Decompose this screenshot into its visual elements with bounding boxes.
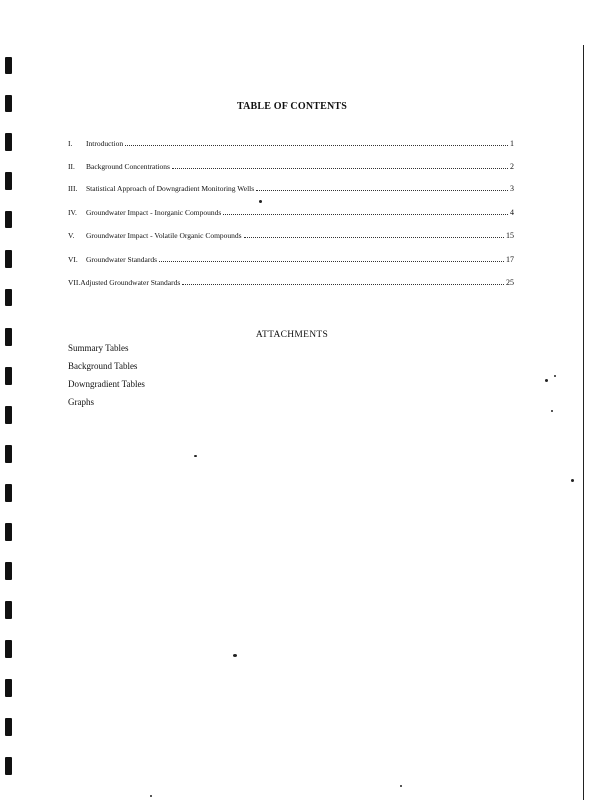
binder-mark [5, 562, 12, 580]
leader-dots [244, 236, 504, 238]
toc-label: Groundwater Standards [86, 255, 158, 264]
toc-entry[interactable] [68, 162, 514, 171]
scan-speck [150, 795, 152, 797]
toc-page: 15 [506, 231, 514, 240]
toc-page: 17 [506, 255, 514, 264]
leader-dots [172, 167, 508, 169]
binder-mark [5, 250, 12, 268]
toc-page: 3 [510, 184, 514, 193]
toc-page: 1 [510, 139, 514, 148]
toc-page: 2 [510, 162, 514, 171]
leader-dots [159, 260, 504, 262]
attachments-heading: ATTACHMENTS [255, 330, 329, 340]
toc-label: Background Concentrations [86, 162, 170, 171]
binder-mark [5, 406, 12, 424]
toc-number: VI. [68, 255, 78, 264]
binder-mark [5, 679, 12, 697]
scan-speck [554, 375, 556, 377]
toc-number: III. [68, 184, 78, 193]
toc-page: 4 [510, 208, 514, 217]
attachment-item: Graphs [68, 397, 94, 407]
toc-page: 25 [506, 278, 514, 287]
binder-mark [5, 172, 12, 190]
toc-number: IV. [68, 208, 77, 217]
binder-mark [5, 718, 12, 736]
binder-mark [5, 57, 12, 74]
binder-mark [5, 757, 12, 775]
page-title: TABLE OF CONTENTS [236, 101, 348, 112]
toc-label: Statistical Approach of Downgradient Monitoring Wells [86, 184, 255, 193]
leader-dots [256, 189, 508, 191]
binder-mark [5, 211, 12, 228]
toc-entry[interactable] [68, 184, 514, 193]
leader-dots [223, 213, 508, 215]
leader-dots [125, 144, 508, 146]
toc-entry[interactable] [68, 255, 514, 264]
toc-label: Introduction [86, 139, 124, 148]
leader-dots [182, 283, 504, 285]
binder-mark [5, 445, 12, 463]
binder-mark [5, 289, 12, 306]
binder-mark [5, 523, 12, 541]
toc-entry[interactable] [68, 139, 514, 148]
toc-label: Adjusted Groundwater Standards [80, 278, 181, 287]
scan-speck [571, 479, 574, 482]
toc-number: V. [68, 231, 75, 240]
binder-mark [5, 640, 12, 658]
toc-number: II. [68, 162, 75, 171]
toc-entry[interactable] [68, 278, 514, 287]
scan-speck [259, 200, 262, 203]
toc-entry[interactable] [68, 208, 514, 217]
binder-mark [5, 367, 12, 385]
toc-entry[interactable] [68, 231, 514, 240]
scan-speck [233, 654, 237, 657]
attachment-item: Downgradient Tables [68, 379, 145, 389]
toc-number: I. [68, 139, 73, 148]
attachment-item: Background Tables [68, 361, 138, 371]
page-edge-line [583, 45, 584, 800]
attachment-item: Summary Tables [68, 343, 129, 353]
toc-number: VII. [68, 278, 81, 287]
scan-speck [194, 455, 197, 457]
scan-speck [545, 379, 548, 382]
binder-mark [5, 133, 12, 151]
toc-label: Groundwater Impact - Inorganic Compounds [86, 208, 222, 217]
binder-mark [5, 601, 12, 619]
scan-speck [400, 785, 402, 787]
toc-label: Groundwater Impact - Volatile Organic Compounds [86, 231, 242, 240]
scan-speck [551, 410, 553, 412]
binder-mark [5, 484, 12, 502]
